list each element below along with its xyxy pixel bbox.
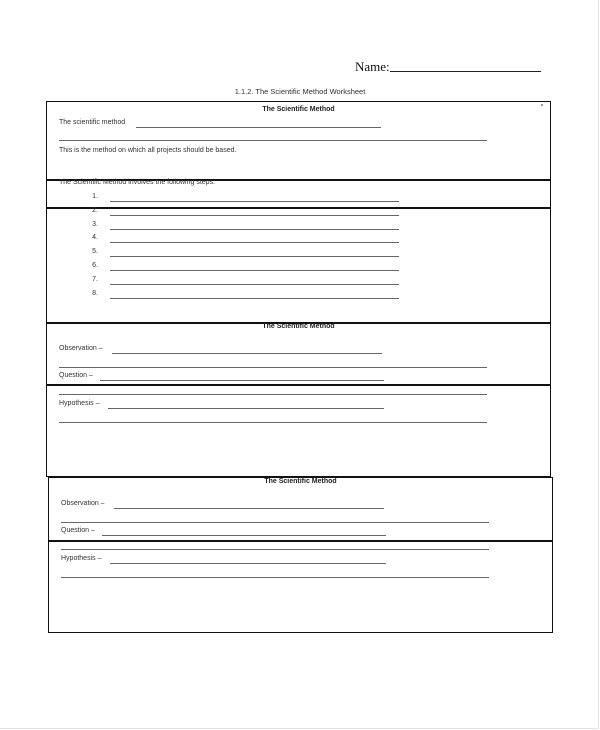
- hypothesis-box-2: [48, 540, 553, 633]
- hypothesis-blank[interactable]: [108, 408, 384, 409]
- step-number: 8.: [92, 290, 98, 297]
- step-number: 7.: [92, 276, 98, 283]
- section-title: The Scientific Method: [264, 478, 337, 485]
- observation-blank[interactable]: [112, 353, 382, 354]
- hypothesis-label: Hypothesis –: [61, 555, 102, 562]
- hypothesis-box: [46, 384, 551, 477]
- step-blank[interactable]: [110, 215, 399, 216]
- question-label: Question –: [61, 527, 95, 534]
- hypothesis-blank[interactable]: [110, 563, 386, 564]
- observation-box: [46, 322, 551, 386]
- observation-box-2: [48, 477, 553, 542]
- section-title: The Scientific Method: [262, 106, 335, 113]
- hypothesis-blank-2[interactable]: [61, 577, 489, 578]
- step-number: 1.: [92, 193, 98, 200]
- step-blank[interactable]: [110, 201, 399, 202]
- step-blank[interactable]: [110, 284, 399, 285]
- section-definition-box: [46, 101, 551, 181]
- definition-blank-1[interactable]: [136, 127, 381, 128]
- worksheet-subtitle: 1.1.2. The Scientific Method Worksheet: [234, 87, 366, 96]
- step-blank[interactable]: [110, 270, 399, 271]
- step-number: 5.: [92, 248, 98, 255]
- scientific-method-prompt: The scientific method: [59, 119, 126, 126]
- definition-blank-2[interactable]: [59, 140, 487, 141]
- section-title: The Scientific Method: [262, 323, 335, 330]
- question-blank[interactable]: [102, 535, 386, 536]
- steps-box: [46, 207, 551, 324]
- steps-intro: The Scientific Method involves the following steps:: [59, 179, 216, 186]
- step-blank[interactable]: [110, 298, 399, 299]
- method-statement: This is the method on which all projects should be based.: [59, 147, 237, 154]
- step-blank[interactable]: [110, 242, 399, 243]
- step-number: 3.: [92, 221, 98, 228]
- corner-mark: [541, 104, 543, 106]
- step-blank[interactable]: [110, 256, 399, 257]
- name-label: Name:: [355, 59, 390, 74]
- hypothesis-label: Hypothesis –: [59, 400, 100, 407]
- observation-label: Observation –: [59, 345, 103, 352]
- question-blank-2[interactable]: [61, 549, 489, 550]
- observation-label: Observation –: [61, 500, 105, 507]
- step-number: 2.: [92, 207, 98, 214]
- question-blank-2[interactable]: [59, 394, 487, 395]
- observation-blank[interactable]: [114, 508, 384, 509]
- step-number: 6.: [92, 262, 98, 269]
- step-number: 4.: [92, 234, 98, 241]
- hypothesis-blank-2[interactable]: [59, 422, 487, 423]
- observation-blank-2[interactable]: [59, 367, 487, 368]
- question-label: Question –: [59, 372, 93, 379]
- observation-blank-2[interactable]: [61, 522, 489, 523]
- name-field-line[interactable]: [390, 71, 541, 72]
- step-blank[interactable]: [110, 229, 399, 230]
- question-blank[interactable]: [100, 380, 384, 381]
